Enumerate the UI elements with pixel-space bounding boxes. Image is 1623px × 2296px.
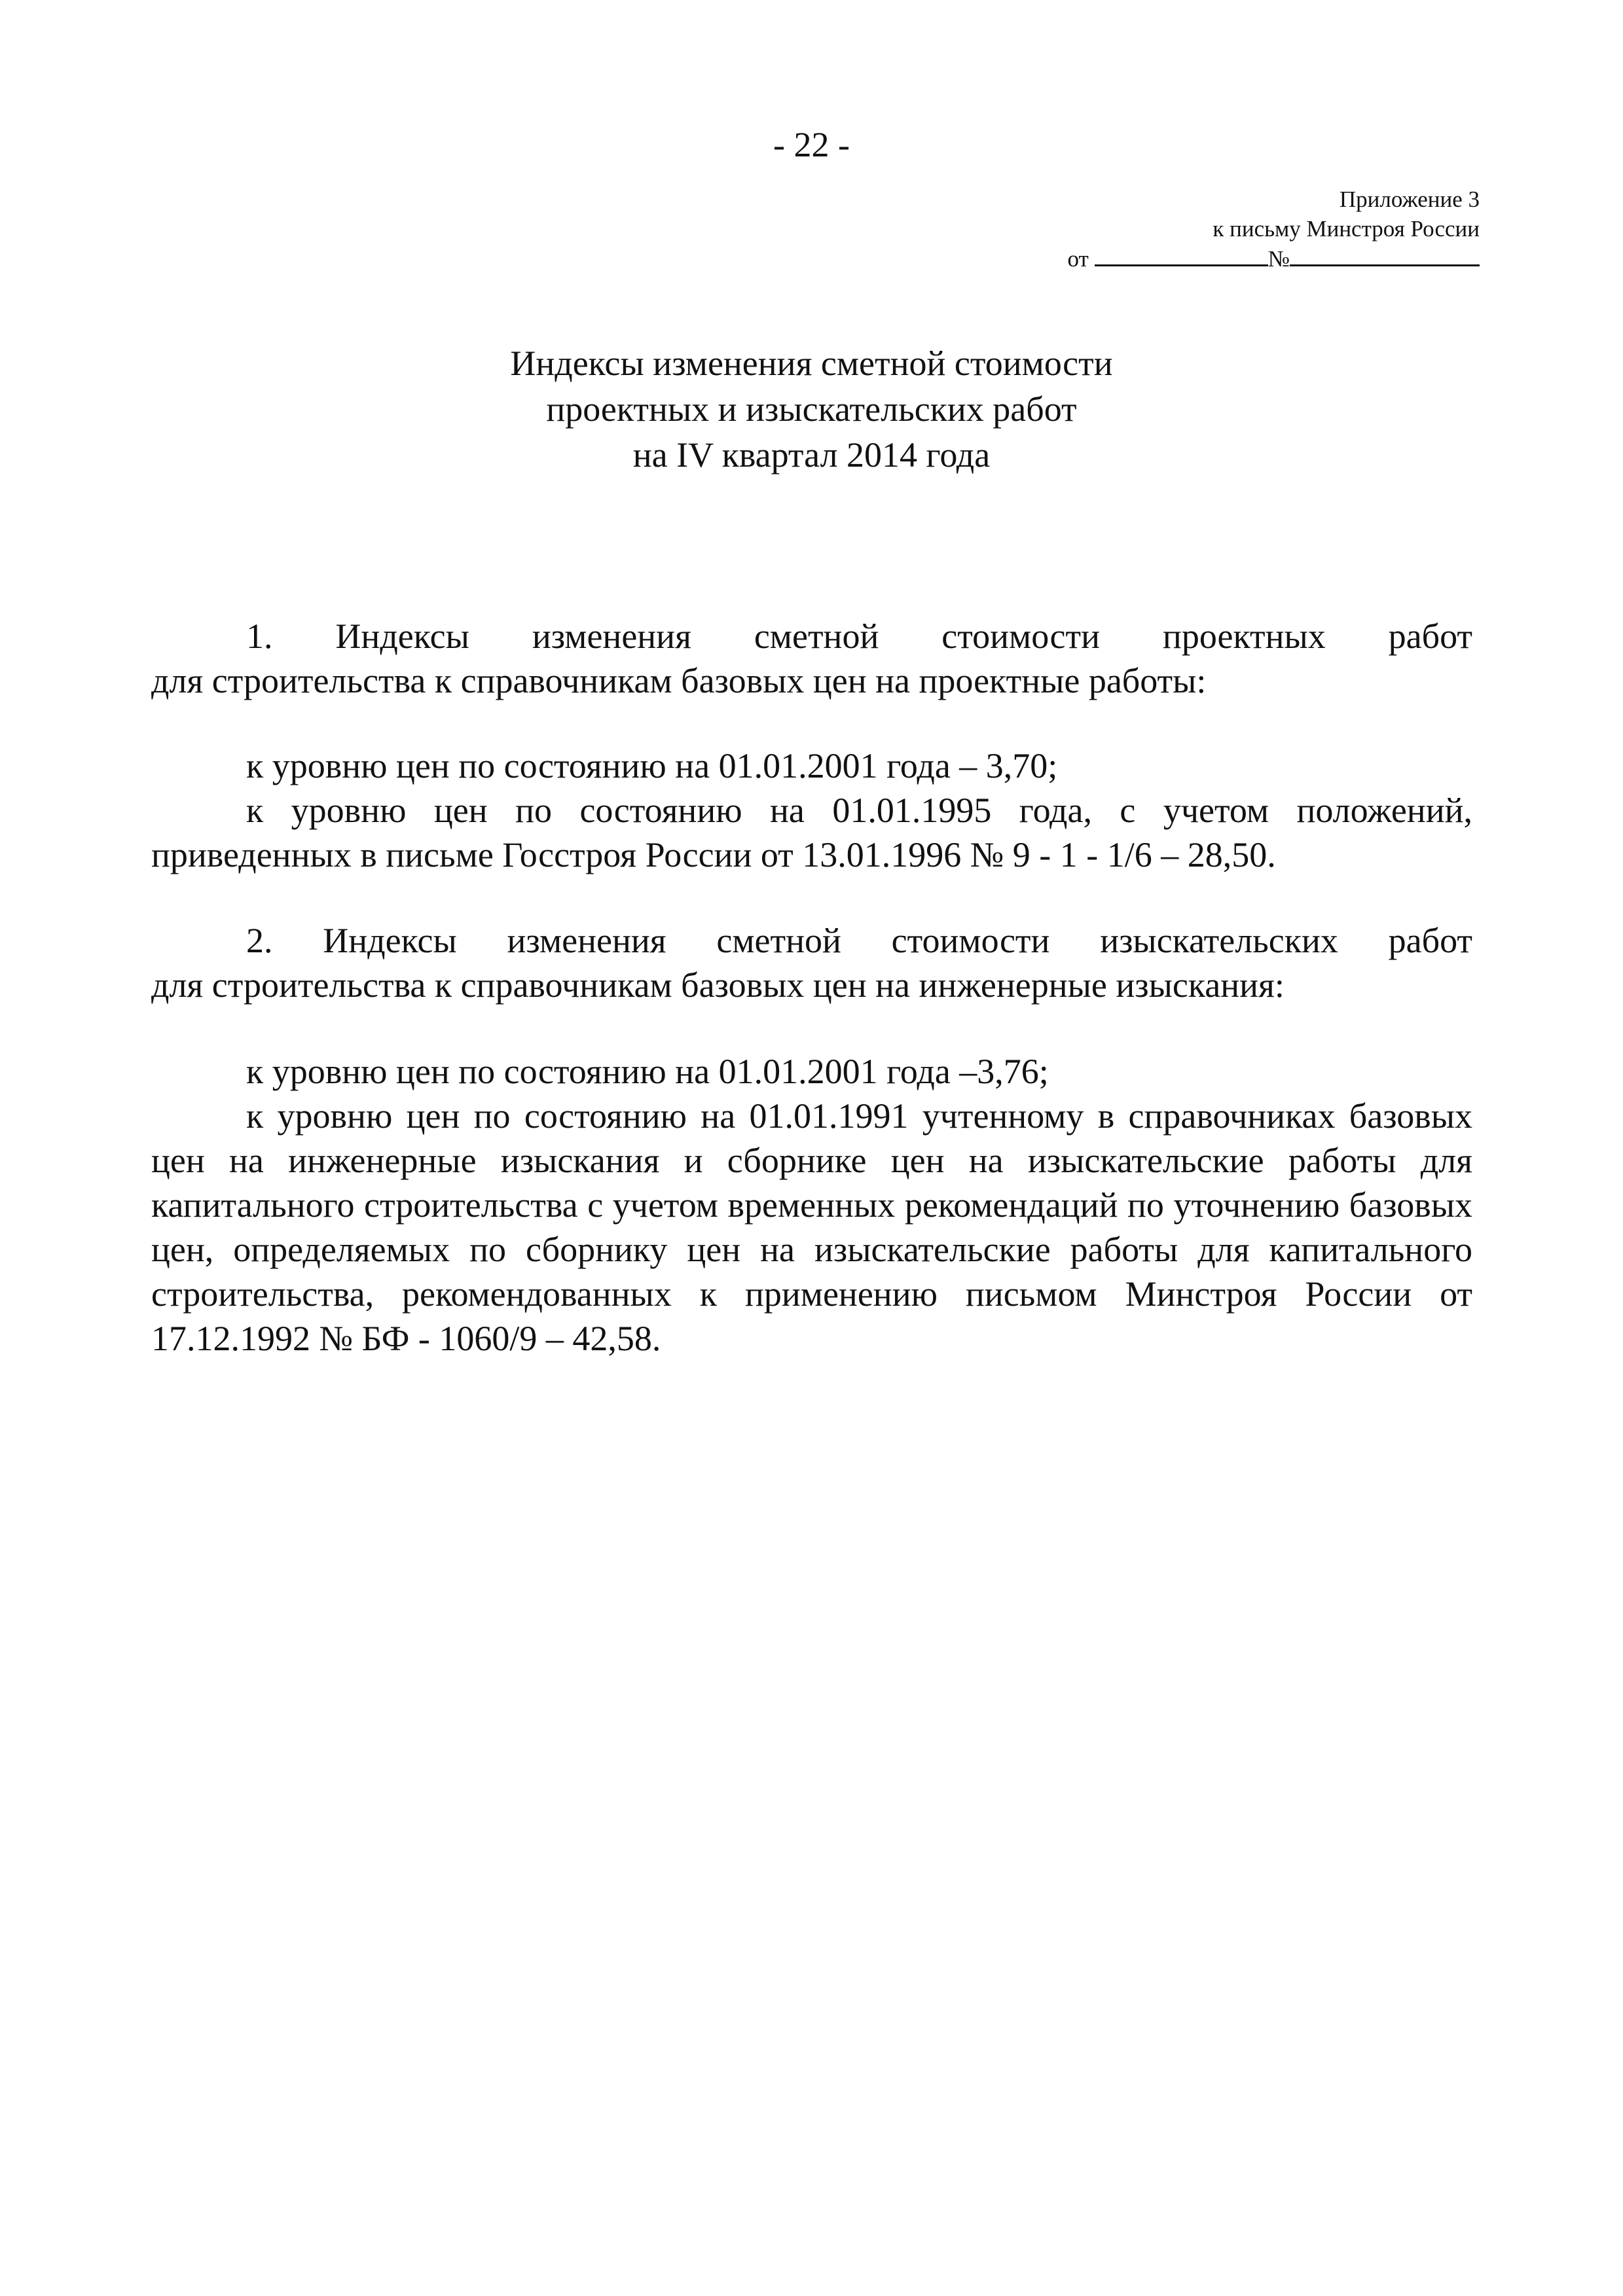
section-2-price-1991: к уровню цен по состоянию на 01.01.1991 учтенному в справочниках базовых цен на инженерные изыскания и сборнике цен на изыскательские работы для капитального строительства с учетом временных рекомендаций по уточнению базовых цен, определяемых по сборнику цен на изыскательские работы для капитального строительства, рекомендованных к применению письмом Минстроя России от 17.12.1992 № БФ - 1060/9 – 42,58.: [151, 1096, 1472, 1358]
section-1-heading: [151, 614, 1472, 703]
section-1-price-1995: к уровню цен по состоянию на 01.01.1995 года, с учетом положений, приведенных в письме Госстроя России от 13.01.1996 № 9 - 1 - 1/6 – 28,50.: [151, 791, 1472, 874]
appendix-date-number-line: [1021, 243, 1480, 274]
section-1-price-2001: к уровню цен по состоянию на 01.01.2001 года – 3,70;: [246, 746, 1058, 785]
appendix-reference: [1021, 185, 1480, 274]
appendix-from-label: от: [1067, 246, 1089, 272]
appendix-letter-reference: к письму Минстроя России: [1213, 216, 1480, 242]
number-blank: [1290, 243, 1480, 266]
section-1-heading-rest: для строительства к справочникам базовых цен на проектные работы:: [151, 661, 1207, 700]
title-line-1: Индексы изменения сметной стоимости: [510, 344, 1113, 383]
section-2-price-2001: к уровню цен по состоянию на 01.01.2001 года –3,76;: [246, 1052, 1049, 1091]
appendix-label: Приложение 3: [1339, 187, 1480, 212]
section-2-heading-rest: для строительства к справочникам базовых цен на инженерные изыскания:: [151, 965, 1285, 1005]
title-line-3: на IV квартал 2014 года: [632, 435, 991, 475]
section-2-heading: [151, 918, 1472, 1007]
section-1-prices: [151, 744, 1472, 877]
section-1-heading-first-line: 1. Индексы изменения сметной стоимости проектных работ: [246, 617, 1472, 656]
title-line-2: проектных и изыскательских работ: [546, 389, 1077, 429]
date-blank: [1095, 243, 1268, 266]
document-title: [0, 340, 1623, 478]
appendix-number-label: №: [1267, 246, 1290, 272]
section-2-heading-first-line: 2. Индексы изменения сметной стоимости изыскательских работ: [246, 921, 1472, 960]
page-number: - 22 -: [773, 125, 850, 164]
section-2-prices: [151, 1049, 1472, 1361]
